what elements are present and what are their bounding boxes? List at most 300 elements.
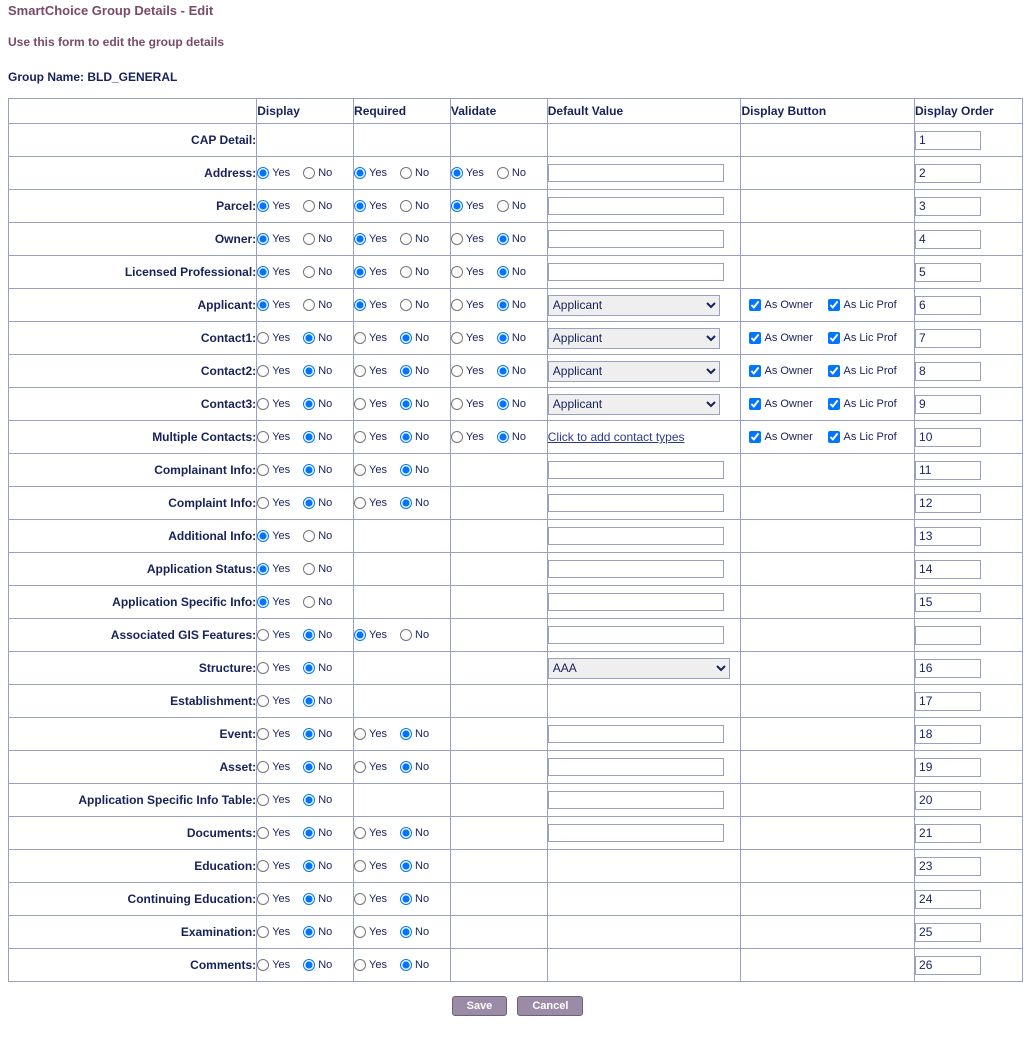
validate-yes-radio[interactable] xyxy=(451,299,463,311)
display-no-radio[interactable] xyxy=(303,926,315,938)
display-no-option[interactable] xyxy=(303,266,347,278)
display-yes-radio[interactable] xyxy=(257,497,269,509)
validate-no-radio[interactable] xyxy=(497,200,509,212)
display-order-input[interactable] xyxy=(915,164,981,183)
display-yes-radio[interactable] xyxy=(257,959,269,971)
as-lic-prof-checkbox[interactable] xyxy=(828,365,840,377)
validate-yes-radio[interactable] xyxy=(451,233,463,245)
as-owner-checkbox[interactable] xyxy=(749,365,761,377)
table-row xyxy=(9,619,1023,652)
required-no-option[interactable] xyxy=(400,332,444,344)
display-yes-option[interactable] xyxy=(257,926,301,938)
display-yes-option[interactable] xyxy=(257,332,301,344)
display-yes-radio[interactable] xyxy=(257,893,269,905)
display-no-radio[interactable] xyxy=(303,200,315,212)
required-no-radio[interactable] xyxy=(400,464,412,476)
validate-no-option[interactable] xyxy=(497,233,541,245)
display-no-option[interactable] xyxy=(303,167,347,179)
display-yes-radio[interactable] xyxy=(257,200,269,212)
display-button-cell-empty xyxy=(741,223,915,256)
required-no-radio[interactable] xyxy=(400,431,412,443)
default-value-input[interactable] xyxy=(548,791,724,809)
display-order-input[interactable] xyxy=(915,923,981,942)
validate-no-radio[interactable] xyxy=(497,398,509,410)
validate-no-option[interactable] xyxy=(497,365,541,377)
validate-no-radio[interactable] xyxy=(497,167,509,179)
add-contact-types-link[interactable]: Click to add contact types xyxy=(547,430,685,444)
required-no-radio[interactable] xyxy=(400,728,412,740)
display-yes-option[interactable] xyxy=(257,398,301,410)
required-yes-radio[interactable] xyxy=(354,827,366,839)
display-order-input[interactable] xyxy=(915,329,981,348)
validate-yes-radio[interactable] xyxy=(451,200,463,212)
display-yes-option[interactable] xyxy=(257,959,301,971)
required-yes-radio[interactable] xyxy=(354,629,366,641)
validate-no-option[interactable] xyxy=(497,200,541,212)
validate-no-option[interactable] xyxy=(497,398,541,410)
display-no-option[interactable] xyxy=(303,860,347,872)
display-yes-radio[interactable] xyxy=(257,629,269,641)
required-yes-radio[interactable] xyxy=(354,299,366,311)
as-owner-checkbox[interactable] xyxy=(749,398,761,410)
display-yes-radio[interactable] xyxy=(257,398,269,410)
display-order-input[interactable] xyxy=(915,296,981,315)
required-yes-option[interactable] xyxy=(354,497,398,509)
validate-yes-option[interactable] xyxy=(451,200,495,212)
required-yes-option[interactable] xyxy=(354,761,398,773)
default-value-select[interactable] xyxy=(548,394,720,415)
display-no-radio[interactable] xyxy=(303,563,315,575)
required-yes-option[interactable] xyxy=(354,860,398,872)
display-no-option[interactable] xyxy=(303,695,347,707)
display-yes-option[interactable] xyxy=(257,530,301,542)
display-no-option[interactable] xyxy=(303,761,347,773)
required-yes-option[interactable] xyxy=(354,431,398,443)
default-value-input[interactable] xyxy=(548,626,724,644)
display-no-radio[interactable] xyxy=(303,827,315,839)
display-yes-radio[interactable] xyxy=(257,365,269,377)
display-yes-option[interactable] xyxy=(257,761,301,773)
validate-no-radio[interactable] xyxy=(497,233,509,245)
display-cell xyxy=(257,355,354,388)
required-no-radio[interactable] xyxy=(400,200,412,212)
display-no-radio[interactable] xyxy=(303,893,315,905)
required-no-option[interactable] xyxy=(400,497,444,509)
required-no-radio[interactable] xyxy=(400,332,412,344)
required-no-option[interactable] xyxy=(400,860,444,872)
validate-yes-option[interactable] xyxy=(451,365,495,377)
display-order-input[interactable] xyxy=(915,692,981,711)
display-yes-label: Yes xyxy=(272,827,291,839)
required-yes-radio[interactable] xyxy=(354,893,366,905)
display-no-option[interactable] xyxy=(303,332,347,344)
default-value-input[interactable] xyxy=(548,197,724,215)
required-no-radio[interactable] xyxy=(400,827,412,839)
required-no-option[interactable] xyxy=(400,233,444,245)
validate-yes-radio[interactable] xyxy=(451,266,463,278)
required-no-option[interactable] xyxy=(400,893,444,905)
display-yes-option[interactable] xyxy=(257,200,301,212)
validate-no-option[interactable] xyxy=(497,431,541,443)
cancel-button[interactable]: Cancel xyxy=(517,996,583,1016)
display-order-input[interactable] xyxy=(915,395,981,414)
display-yes-option[interactable] xyxy=(257,827,301,839)
validate-no-radio[interactable] xyxy=(497,365,509,377)
display-yes-radio[interactable] xyxy=(257,695,269,707)
display-yes-radio[interactable] xyxy=(257,596,269,608)
display-order-input[interactable] xyxy=(915,461,981,480)
validate-yes-radio[interactable] xyxy=(451,167,463,179)
default-value-cell xyxy=(547,520,741,553)
validate-no-radio[interactable] xyxy=(497,266,509,278)
required-no-radio[interactable] xyxy=(400,497,412,509)
required-yes-radio[interactable] xyxy=(354,761,366,773)
required-yes-option[interactable] xyxy=(354,464,398,476)
default-value-select[interactable] xyxy=(548,328,720,349)
display-yes-radio[interactable] xyxy=(257,926,269,938)
display-no-radio[interactable] xyxy=(303,233,315,245)
display-yes-option[interactable] xyxy=(257,860,301,872)
display-order-input[interactable] xyxy=(915,230,981,249)
display-no-option[interactable] xyxy=(303,464,347,476)
as-owner-option[interactable] xyxy=(749,431,825,443)
required-yes-radio[interactable] xyxy=(354,860,366,872)
display-order-input[interactable] xyxy=(915,494,981,513)
validate-no-option[interactable] xyxy=(497,332,541,344)
display-no-option[interactable] xyxy=(303,563,347,575)
validate-yes-option[interactable] xyxy=(451,299,495,311)
required-yes-option[interactable] xyxy=(354,893,398,905)
default-value-input[interactable] xyxy=(548,164,724,182)
as-lic-prof-label: As Lic Prof xyxy=(843,299,897,311)
display-no-option[interactable] xyxy=(303,629,347,641)
display-no-radio[interactable] xyxy=(303,299,315,311)
display-yes-option[interactable] xyxy=(257,662,301,674)
required-no-radio[interactable] xyxy=(400,299,412,311)
display-order-input[interactable] xyxy=(915,857,981,876)
display-order-input[interactable] xyxy=(915,890,981,909)
display-no-radio[interactable] xyxy=(303,761,315,773)
default-value-input[interactable] xyxy=(548,560,724,578)
display-no-option[interactable] xyxy=(303,596,347,608)
required-no-radio[interactable] xyxy=(400,233,412,245)
display-yes-radio[interactable] xyxy=(257,464,269,476)
display-yes-radio[interactable] xyxy=(257,431,269,443)
display-yes-option[interactable] xyxy=(257,794,301,806)
default-value-select[interactable] xyxy=(548,658,730,679)
validate-no-option[interactable] xyxy=(497,167,541,179)
display-no-option[interactable] xyxy=(303,398,347,410)
required-no-option[interactable] xyxy=(400,365,444,377)
display-yes-radio[interactable] xyxy=(257,530,269,542)
display-no-radio[interactable] xyxy=(303,431,315,443)
save-button[interactable]: Save xyxy=(452,996,508,1016)
display-no-option[interactable] xyxy=(303,959,347,971)
display-yes-option[interactable] xyxy=(257,893,301,905)
validate-no-radio[interactable] xyxy=(497,299,509,311)
table-row xyxy=(9,421,1023,454)
as-lic-prof-option[interactable] xyxy=(828,332,904,344)
display-yes-radio[interactable] xyxy=(257,233,269,245)
display-yes-radio[interactable] xyxy=(257,794,269,806)
required-yes-option[interactable] xyxy=(354,827,398,839)
required-no-option[interactable] xyxy=(400,299,444,311)
display-order-cell xyxy=(915,817,1023,850)
required-no-radio[interactable] xyxy=(400,167,412,179)
required-no-option[interactable] xyxy=(400,200,444,212)
display-no-radio[interactable] xyxy=(303,266,315,278)
display-yes-option[interactable] xyxy=(257,167,301,179)
required-yes-radio[interactable] xyxy=(354,332,366,344)
display-yes-radio[interactable] xyxy=(257,167,269,179)
validate-yes-option[interactable] xyxy=(451,431,495,443)
required-no-label: No xyxy=(415,893,430,905)
display-yes-radio[interactable] xyxy=(257,728,269,740)
required-no-option[interactable] xyxy=(400,431,444,443)
required-yes-radio[interactable] xyxy=(354,266,366,278)
table-row xyxy=(9,949,1023,982)
display-no-radio[interactable] xyxy=(303,464,315,476)
display-no-option[interactable] xyxy=(303,662,347,674)
required-no-radio[interactable] xyxy=(400,266,412,278)
required-yes-option[interactable] xyxy=(354,233,398,245)
display-no-radio[interactable] xyxy=(303,596,315,608)
display-no-radio[interactable] xyxy=(303,662,315,674)
display-yes-option[interactable] xyxy=(257,695,301,707)
required-yes-radio[interactable] xyxy=(354,464,366,476)
required-no-option[interactable] xyxy=(400,761,444,773)
validate-yes-radio[interactable] xyxy=(451,365,463,377)
display-yes-option[interactable] xyxy=(257,596,301,608)
default-value-input[interactable] xyxy=(548,461,724,479)
display-order-input[interactable] xyxy=(915,659,981,678)
display-order-input[interactable] xyxy=(915,197,981,216)
validate-yes-option[interactable] xyxy=(451,332,495,344)
required-yes-option[interactable] xyxy=(354,332,398,344)
default-value-select[interactable] xyxy=(548,295,720,316)
as-lic-prof-option[interactable] xyxy=(828,431,904,443)
display-no-radio[interactable] xyxy=(303,860,315,872)
default-value-input[interactable] xyxy=(548,494,724,512)
display-no-label: No xyxy=(318,959,333,971)
display-order-input[interactable] xyxy=(915,560,981,579)
display-no-option[interactable] xyxy=(303,827,347,839)
required-no-radio[interactable] xyxy=(400,629,412,641)
display-yes-option[interactable] xyxy=(257,497,301,509)
default-value-select[interactable] xyxy=(548,361,720,382)
display-no-option[interactable] xyxy=(303,431,347,443)
display-yes-option[interactable] xyxy=(257,365,301,377)
display-yes-option[interactable] xyxy=(257,299,301,311)
validate-no-radio[interactable] xyxy=(497,431,509,443)
display-no-option[interactable] xyxy=(303,728,347,740)
display-yes-option[interactable] xyxy=(257,629,301,641)
required-no-option[interactable] xyxy=(400,398,444,410)
display-yes-radio[interactable] xyxy=(257,299,269,311)
required-no-option[interactable] xyxy=(400,827,444,839)
display-order-input[interactable] xyxy=(915,758,981,777)
validate-yes-radio[interactable] xyxy=(451,332,463,344)
display-order-input[interactable] xyxy=(915,428,981,447)
validate-no-option[interactable] xyxy=(497,299,541,311)
display-order-input[interactable] xyxy=(915,593,981,612)
required-yes-radio[interactable] xyxy=(354,926,366,938)
display-no-option[interactable] xyxy=(303,497,347,509)
display-yes-radio[interactable] xyxy=(257,332,269,344)
validate-yes-radio[interactable] xyxy=(451,398,463,410)
required-yes-option[interactable] xyxy=(354,299,398,311)
display-no-option[interactable] xyxy=(303,926,347,938)
required-yes-radio[interactable] xyxy=(354,365,366,377)
required-yes-radio[interactable] xyxy=(354,959,366,971)
default-value-input[interactable] xyxy=(548,725,724,743)
display-no-radio[interactable] xyxy=(303,959,315,971)
display-no-option[interactable] xyxy=(303,365,347,377)
display-no-option[interactable] xyxy=(303,233,347,245)
default-value-cell xyxy=(547,454,741,487)
default-value-input[interactable] xyxy=(548,593,724,611)
required-no-radio[interactable] xyxy=(400,860,412,872)
display-yes-radio[interactable] xyxy=(257,827,269,839)
required-yes-radio[interactable] xyxy=(354,200,366,212)
display-no-radio[interactable] xyxy=(303,728,315,740)
as-owner-checkbox[interactable] xyxy=(749,431,761,443)
display-order-input[interactable] xyxy=(915,824,981,843)
display-order-input[interactable] xyxy=(915,725,981,744)
display-no-radio[interactable] xyxy=(303,794,315,806)
required-yes-option[interactable] xyxy=(354,167,398,179)
required-no-option[interactable] xyxy=(400,167,444,179)
display-no-option[interactable] xyxy=(303,893,347,905)
required-yes-option[interactable] xyxy=(354,728,398,740)
display-yes-option[interactable] xyxy=(257,431,301,443)
as-lic-prof-option[interactable] xyxy=(828,398,904,410)
validate-cell-empty xyxy=(450,751,547,784)
as-owner-option[interactable] xyxy=(749,398,825,410)
required-yes-radio[interactable] xyxy=(354,497,366,509)
required-no-option[interactable] xyxy=(400,266,444,278)
table-row xyxy=(9,718,1023,751)
required-yes-option[interactable] xyxy=(354,629,398,641)
display-yes-option[interactable] xyxy=(257,728,301,740)
validate-no-option[interactable] xyxy=(497,266,541,278)
display-no-radio[interactable] xyxy=(303,167,315,179)
display-no-radio[interactable] xyxy=(303,365,315,377)
display-no-option[interactable] xyxy=(303,794,347,806)
required-yes-label: Yes xyxy=(369,860,387,872)
display-no-radio[interactable] xyxy=(303,497,315,509)
required-yes-radio[interactable] xyxy=(354,233,366,245)
display-yes-radio[interactable] xyxy=(257,266,269,278)
display-no-radio[interactable] xyxy=(303,398,315,410)
display-order-input[interactable] xyxy=(915,362,981,381)
as-lic-prof-option[interactable] xyxy=(828,299,904,311)
default-value-input[interactable] xyxy=(548,230,724,248)
as-lic-prof-option[interactable] xyxy=(828,365,904,377)
validate-yes-option[interactable] xyxy=(451,233,495,245)
display-yes-radio[interactable] xyxy=(257,662,269,674)
display-order-input[interactable] xyxy=(915,626,981,645)
required-yes-radio[interactable] xyxy=(354,398,366,410)
display-no-radio[interactable] xyxy=(303,629,315,641)
display-order-input[interactable] xyxy=(915,527,981,546)
default-value-input[interactable] xyxy=(548,527,724,545)
validate-yes-option[interactable] xyxy=(451,266,495,278)
required-yes-option[interactable] xyxy=(354,926,398,938)
display-no-radio[interactable] xyxy=(303,695,315,707)
required-no-radio[interactable] xyxy=(400,959,412,971)
required-yes-radio[interactable] xyxy=(354,728,366,740)
as-owner-option[interactable] xyxy=(749,299,825,311)
default-value-input[interactable] xyxy=(548,263,724,281)
as-owner-option[interactable] xyxy=(749,332,825,344)
display-order-cell xyxy=(915,124,1023,157)
required-no-radio[interactable] xyxy=(400,893,412,905)
display-no-option[interactable] xyxy=(303,530,347,542)
required-no-option[interactable] xyxy=(400,926,444,938)
required-no-radio[interactable] xyxy=(400,398,412,410)
validate-yes-option[interactable] xyxy=(451,167,495,179)
validate-yes-radio[interactable] xyxy=(451,431,463,443)
display-no-radio[interactable] xyxy=(303,530,315,542)
as-owner-option[interactable] xyxy=(749,365,825,377)
default-value-input[interactable] xyxy=(548,824,724,842)
display-order-input[interactable] xyxy=(915,131,981,150)
display-yes-radio[interactable] xyxy=(257,860,269,872)
display-no-option[interactable] xyxy=(303,299,347,311)
required-yes-option[interactable] xyxy=(354,959,398,971)
required-yes-option[interactable] xyxy=(354,365,398,377)
required-no-radio[interactable] xyxy=(400,365,412,377)
required-no-radio[interactable] xyxy=(400,761,412,773)
display-order-input[interactable] xyxy=(915,791,981,810)
as-lic-prof-checkbox[interactable] xyxy=(828,431,840,443)
display-yes-radio[interactable] xyxy=(257,761,269,773)
display-yes-radio[interactable] xyxy=(257,563,269,575)
required-yes-radio[interactable] xyxy=(354,167,366,179)
table-row xyxy=(9,883,1023,916)
display-yes-option[interactable] xyxy=(257,266,301,278)
display-order-input[interactable] xyxy=(915,956,981,975)
as-lic-prof-checkbox[interactable] xyxy=(828,299,840,311)
required-no-option[interactable] xyxy=(400,959,444,971)
display-order-cell xyxy=(915,388,1023,421)
display-order-input[interactable] xyxy=(915,263,981,282)
display-yes-option[interactable] xyxy=(257,563,301,575)
required-yes-option[interactable] xyxy=(354,398,398,410)
display-yes-option[interactable] xyxy=(257,464,301,476)
validate-yes-option[interactable] xyxy=(451,398,495,410)
required-no-option[interactable] xyxy=(400,464,444,476)
required-yes-option[interactable] xyxy=(354,266,398,278)
validate-no-radio[interactable] xyxy=(497,332,509,344)
display-order-cell xyxy=(915,652,1023,685)
as-lic-prof-checkbox[interactable] xyxy=(828,398,840,410)
required-no-option[interactable] xyxy=(400,629,444,641)
display-no-option[interactable] xyxy=(303,200,347,212)
default-value-input[interactable] xyxy=(548,758,724,776)
display-no-radio[interactable] xyxy=(303,332,315,344)
required-no-radio[interactable] xyxy=(400,926,412,938)
as-owner-checkbox[interactable] xyxy=(749,299,761,311)
required-no-option[interactable] xyxy=(400,728,444,740)
required-yes-option[interactable] xyxy=(354,200,398,212)
as-lic-prof-checkbox[interactable] xyxy=(828,332,840,344)
display-yes-option[interactable] xyxy=(257,233,301,245)
as-owner-checkbox[interactable] xyxy=(749,332,761,344)
display-cell xyxy=(257,685,354,718)
required-yes-radio[interactable] xyxy=(354,431,366,443)
